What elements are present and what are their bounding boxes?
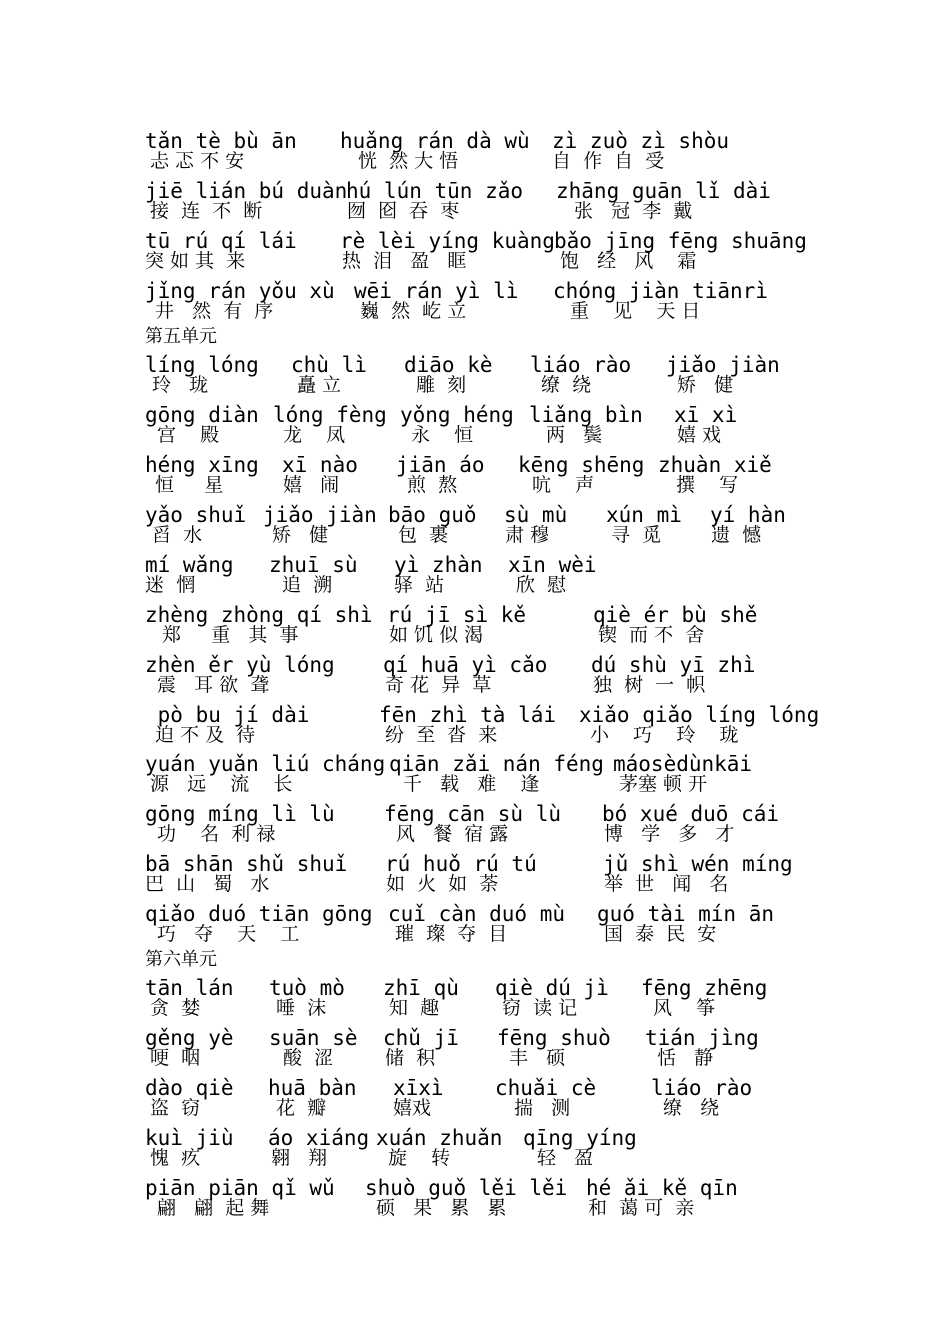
pinyin: zhī qù <box>383 976 459 1000</box>
pinyin: xiǎo qiǎo líng lóng <box>579 703 820 727</box>
pinyin: zhèn ěr yù lóng <box>145 653 335 677</box>
hanzi: 缭 绕 <box>663 1097 720 1119</box>
pinyin: yì zhàn <box>394 553 483 577</box>
pinyin: qiè ér bù shě <box>593 603 758 627</box>
hanzi: 轻 盈 <box>537 1147 594 1169</box>
hanzi: 欣 慰 <box>516 574 567 596</box>
hanzi: 璀 璨 夺 目 <box>395 923 508 945</box>
hanzi: 唾 沫 <box>276 997 327 1019</box>
hanzi: 饱 经 风 霜 <box>560 250 697 272</box>
pinyin: xīn wèi <box>508 553 597 577</box>
pinyin: jiǎo jiàn <box>666 353 780 377</box>
hanzi: 储 积 <box>385 1047 436 1069</box>
hanzi: 舀 水 <box>152 524 203 546</box>
hanzi: 花 瓣 <box>276 1097 327 1119</box>
pinyin: chóng jiàn tiānrì <box>553 279 768 303</box>
hanzi: 矫 健 <box>272 524 329 546</box>
pinyin: qiān zǎi nán féng <box>389 752 604 776</box>
pinyin: jiān áo <box>396 453 485 477</box>
pinyin: fēn zhì tà lái <box>379 703 557 727</box>
pinyin: xī xì <box>674 403 738 427</box>
hanzi: 和 蔼 可 亲 <box>588 1197 695 1219</box>
hanzi: 恬 静 <box>657 1047 714 1069</box>
hanzi: 硕 果 累 累 <box>376 1197 507 1219</box>
hanzi: 井 然 有 序 <box>155 300 274 322</box>
hanzi: 迷 惘 <box>145 574 196 596</box>
hanzi: 肃 穆 <box>505 524 550 546</box>
pinyin: mí wǎng <box>145 553 234 577</box>
hanzi: 旋 转 <box>388 1147 451 1169</box>
hanzi: 张 冠 李 戴 <box>574 200 693 222</box>
pinyin: hé ǎi kě qīn <box>586 1176 738 1200</box>
hanzi: 巴 山 蜀 水 <box>145 873 270 895</box>
hanzi: 恍 然 大 悟 <box>358 150 459 172</box>
pinyin: pò bu jí dài <box>145 703 310 727</box>
hanzi: 热 泪 盈 眶 <box>342 250 467 272</box>
hanzi: 包 裹 <box>398 524 449 546</box>
pinyin: sù mù <box>504 503 568 527</box>
pinyin: cuǐ càn duó mù <box>388 902 566 926</box>
pinyin: tuò mò <box>269 976 345 1000</box>
pinyin: bāo guǒ <box>388 503 477 527</box>
pinyin: líng lóng <box>145 353 259 377</box>
pinyin: tū rú qí lái <box>145 229 297 253</box>
pinyin: tān lán <box>145 976 234 1000</box>
hanzi: 愧 疚 <box>150 1147 201 1169</box>
pinyin: zhuī sù <box>269 553 358 577</box>
pinyin: xún mì <box>606 503 682 527</box>
pinyin: zì zuò zì shòu <box>552 129 730 153</box>
hanzi: 嬉 戏 <box>677 424 722 446</box>
pinyin: chuǎi cè <box>495 1076 597 1100</box>
pinyin: fēng zhēng <box>641 976 768 1000</box>
hanzi: 小 巧 玲 珑 <box>590 724 739 746</box>
hanzi: 撰 写 <box>676 474 739 496</box>
hanzi: 知 趣 <box>389 997 440 1019</box>
pinyin: chǔ jī <box>383 1026 459 1050</box>
hanzi: 遗 憾 <box>711 524 762 546</box>
hanzi: 雕 刻 <box>416 374 467 396</box>
pinyin: liǎng bìn <box>529 403 643 427</box>
pinyin: xīxì <box>393 1076 444 1100</box>
hanzi: 恒 星 <box>155 474 224 496</box>
hanzi: 囫 囵 吞 枣 <box>347 200 460 222</box>
pinyin: kuì jiù <box>145 1126 234 1150</box>
pinyin: xuán zhuǎn <box>376 1126 503 1150</box>
pinyin: jiē lián bú duàn <box>145 179 348 203</box>
pinyin: xī nào <box>282 453 358 477</box>
hanzi: 永 恒 <box>411 424 474 446</box>
pinyin: bó xué duō cái <box>602 802 780 826</box>
hanzi: 嬉戏 <box>393 1097 432 1119</box>
pinyin: liáo rào <box>530 353 632 377</box>
pinyin: rè lèi yíng kuàng <box>340 229 555 253</box>
hanzi: 茅塞 顿 开 <box>619 773 708 795</box>
pinyin: yuán yuǎn liú cháng <box>145 752 386 776</box>
hanzi: 翱 翔 <box>271 1147 328 1169</box>
hanzi: 如 饥 似 渴 <box>389 624 484 646</box>
pinyin: hú lún tūn zǎo <box>346 179 524 203</box>
pinyin: huǎng rán dà wù <box>340 129 530 153</box>
hanzi: 接 连 不 断 <box>150 200 263 222</box>
hanzi: 功 名 利 禄 <box>157 823 276 845</box>
hanzi: 嬉 闹 <box>283 474 340 496</box>
pinyin: jǐng rán yǒu xù <box>145 279 335 303</box>
hanzi: 重 见 天 日 <box>570 300 701 322</box>
pinyin: qīng yíng <box>523 1126 637 1150</box>
pinyin: yí hàn <box>710 503 786 527</box>
hanzi: 追 溯 <box>282 574 333 596</box>
hanzi: 迫 不 及 待 <box>155 724 256 746</box>
hanzi: 丰 硕 <box>509 1047 566 1069</box>
pinyin: jiǎo jiàn <box>263 503 377 527</box>
hanzi: 贪 婪 <box>150 997 201 1019</box>
hanzi: 风 餐 宿 露 <box>396 823 509 845</box>
pinyin: piān piān qǐ wǔ <box>145 1176 335 1200</box>
pinyin: máosèdùnkāi <box>613 752 753 776</box>
hanzi: 哽 咽 <box>150 1047 201 1069</box>
hanzi: 忐 忑 不 安 <box>150 150 245 172</box>
hanzi: 矫 健 <box>677 374 734 396</box>
hanzi: 锲 而 不 舍 <box>598 624 705 646</box>
pinyin: bǎo jīng fēng shuāng <box>554 229 807 253</box>
hanzi: 吭 声 <box>532 474 595 496</box>
hanzi: 千 载 难 逢 <box>403 773 540 795</box>
hanzi: 宫 殿 <box>157 424 220 446</box>
hanzi: 矗 立 <box>297 374 342 396</box>
hanzi: 突 如 其 来 <box>145 250 246 272</box>
pinyin: kēng shēng <box>518 453 645 477</box>
hanzi: 窃 读 记 <box>502 997 578 1019</box>
pinyin: qí huā yì cǎo <box>383 653 548 677</box>
hanzi: 两 鬓 <box>546 424 603 446</box>
pinyin: héng xīng <box>145 453 259 477</box>
pinyin: gōng diàn <box>145 403 259 427</box>
hanzi: 酸 涩 <box>283 1047 334 1069</box>
pinyin: liáo rào <box>651 1076 753 1100</box>
pinyin: rú huǒ rú tú <box>385 852 537 876</box>
hanzi: 巍 然 屹 立 <box>360 300 467 322</box>
pinyin: áo xiáng <box>268 1126 370 1150</box>
pinyin: zhāng guān lǐ dài <box>556 179 771 203</box>
hanzi: 玲 珑 <box>152 374 209 396</box>
hanzi: 翩 翩 起 舞 <box>157 1197 270 1219</box>
hanzi: 寻 觅 <box>611 524 662 546</box>
hanzi: 龙 凤 <box>283 424 346 446</box>
hanzi: 独 树 一 帜 <box>593 674 706 696</box>
pinyin: rú jī sì kě <box>387 603 527 627</box>
pinyin: zhèng zhòng qí shì <box>145 603 373 627</box>
hanzi: 盗 窃 <box>150 1097 201 1119</box>
pinyin: fēng cān sù lù <box>384 802 562 826</box>
pinyin: shuò guǒ lěi lěi <box>365 1176 568 1200</box>
pinyin: gōng míng lì lù <box>145 802 335 826</box>
hanzi: 揣 测 <box>514 1097 571 1119</box>
hanzi: 奇 花 异 草 <box>385 674 492 696</box>
pinyin: jǔ shì wén míng <box>603 852 793 876</box>
pinyin: huā bàn <box>268 1076 357 1100</box>
hanzi: 博 学 多 才 <box>604 823 735 845</box>
hanzi: 风 筝 <box>653 997 716 1019</box>
pinyin: zhuàn xiě <box>658 453 772 477</box>
pinyin: tǎn tè bù ān <box>145 129 297 153</box>
hanzi: 举 世 闻 名 <box>604 873 729 895</box>
pinyin: dào qiè <box>145 1076 234 1100</box>
unit-heading: 第五单元 <box>145 326 217 347</box>
hanzi: 纷 至 沓 来 <box>385 724 498 746</box>
pinyin: lóng fèng <box>273 403 387 427</box>
unit-heading: 第六单元 <box>145 949 217 970</box>
hanzi: 缭 绕 <box>541 374 592 396</box>
pinyin: bā shān shǔ shuǐ <box>145 852 348 876</box>
pinyin: yǒng héng <box>400 403 514 427</box>
hanzi: 煎 熬 <box>407 474 458 496</box>
pinyin: guó tài mín ān <box>597 902 775 926</box>
hanzi: 郑 重 其 事 <box>162 624 299 646</box>
pinyin: chù lì <box>291 353 367 377</box>
hanzi: 源 远 流 长 <box>150 773 293 795</box>
pinyin: dú shù yī zhì <box>591 653 756 677</box>
pinyin: yǎo shuǐ <box>145 503 247 527</box>
pinyin: tián jìng <box>645 1026 759 1050</box>
pinyin: qiè dú jì <box>495 976 609 1000</box>
pinyin: qiǎo duó tiān gōng <box>145 902 373 926</box>
pinyin: gěng yè <box>145 1026 234 1050</box>
pinyin: suān sè <box>269 1026 358 1050</box>
hanzi: 国 泰 民 安 <box>604 923 717 945</box>
hanzi: 震 耳 欲 聋 <box>157 674 270 696</box>
pinyin: wēi rán yì lì <box>354 279 519 303</box>
hanzi: 巧 夺 天 工 <box>157 923 300 945</box>
hanzi: 驿 站 <box>394 574 445 596</box>
hanzi: 自 作 自 受 <box>552 150 665 172</box>
pinyin: fēng shuò <box>497 1026 611 1050</box>
pinyin: diāo kè <box>404 353 493 377</box>
hanzi: 如 火 如 荼 <box>386 873 499 895</box>
